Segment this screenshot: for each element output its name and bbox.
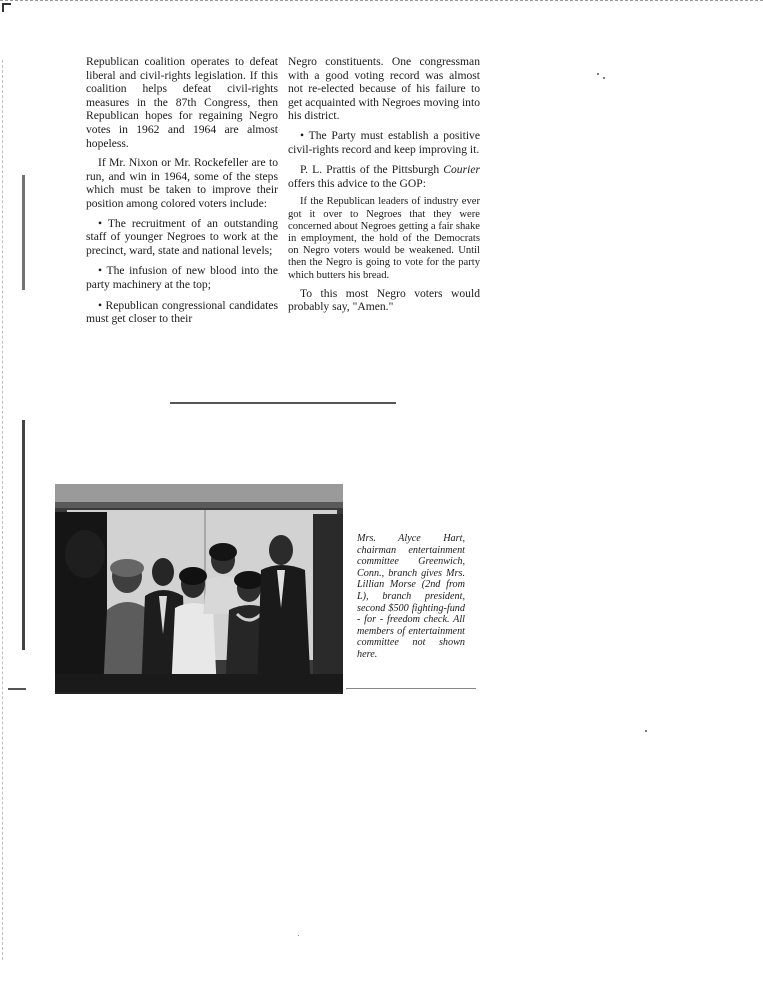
- bullet-item: • The recruitment of an outstanding staff of younger Negroes to work at the precinct, ward, state and national levels;: [86, 216, 278, 257]
- margin-mark: [22, 175, 25, 290]
- bullet-item: • The Party must establish a positive civil-rights record and keep improving it.: [288, 128, 480, 156]
- paragraph: Republican coalition operates to defeat liberal and civil-rights legislation. If this coalition helps defeat civil-rights measures in the 87th Congress, then Republican hopes for regaining Negro votes in 1962 and 1964 are almost hopeless.: [86, 55, 278, 150]
- bullet-item: • The infusion of new blood into the party machinery at the top;: [86, 264, 278, 291]
- article-column-right: [288, 55, 480, 320]
- photo-illustration: [55, 484, 343, 692]
- section-divider: [170, 402, 396, 404]
- bullet-item: • Republican congressional candidates must get closer to their: [86, 298, 278, 326]
- paragraph: If Mr. Nixon or Mr. Rockefeller are to run, and win in 1964, some of the steps which must be taken to improve their position among colored voters include:: [86, 156, 278, 210]
- scan-speck: [597, 73, 599, 75]
- newspaper-name: Courier: [443, 163, 480, 177]
- scan-edge-left: [2, 60, 4, 960]
- scan-speck: [645, 730, 647, 732]
- block-quote: If the Republican leaders of industry ever got it over to Negroes that they were concerned about Negroes getting a fair shake in employment, the hold of the Democrats on Negro voters would be weakened. Until then the Negro is going to vote for the party which butters his bread.: [288, 196, 480, 281]
- scan-speck: [298, 935, 299, 936]
- paragraph-text: offers this advice to the GOP:: [288, 176, 426, 190]
- photo-caption: Mrs. Alyce Hart, chairman entertainment committee Greenwich, Conn., branch gives Mrs. Lillian Morse (2nd from L), branch president, second $500 fighting-fund - for - freedom check. All members of entertainment committee not shown here.: [357, 533, 465, 660]
- scan-edge-top: [0, 0, 763, 9]
- margin-mark: [22, 420, 25, 650]
- paragraph-text: P. L. Prattis of the Pittsburgh: [300, 163, 444, 177]
- paragraph: Negro constituents. One congressman with a good voting record was almost not re-elected because of his failure to get acquainted with Negroes moving into his district.: [288, 55, 480, 123]
- group-photo: [55, 484, 343, 694]
- paragraph: To this most Negro voters would probably say, "Amen.": [288, 286, 480, 314]
- corner-mark: [2, 3, 11, 12]
- paragraph: [288, 163, 480, 190]
- scan-speck: [603, 77, 605, 79]
- caption-rule: [346, 688, 476, 689]
- article-column-left: [86, 55, 278, 333]
- margin-dash: [8, 688, 26, 690]
